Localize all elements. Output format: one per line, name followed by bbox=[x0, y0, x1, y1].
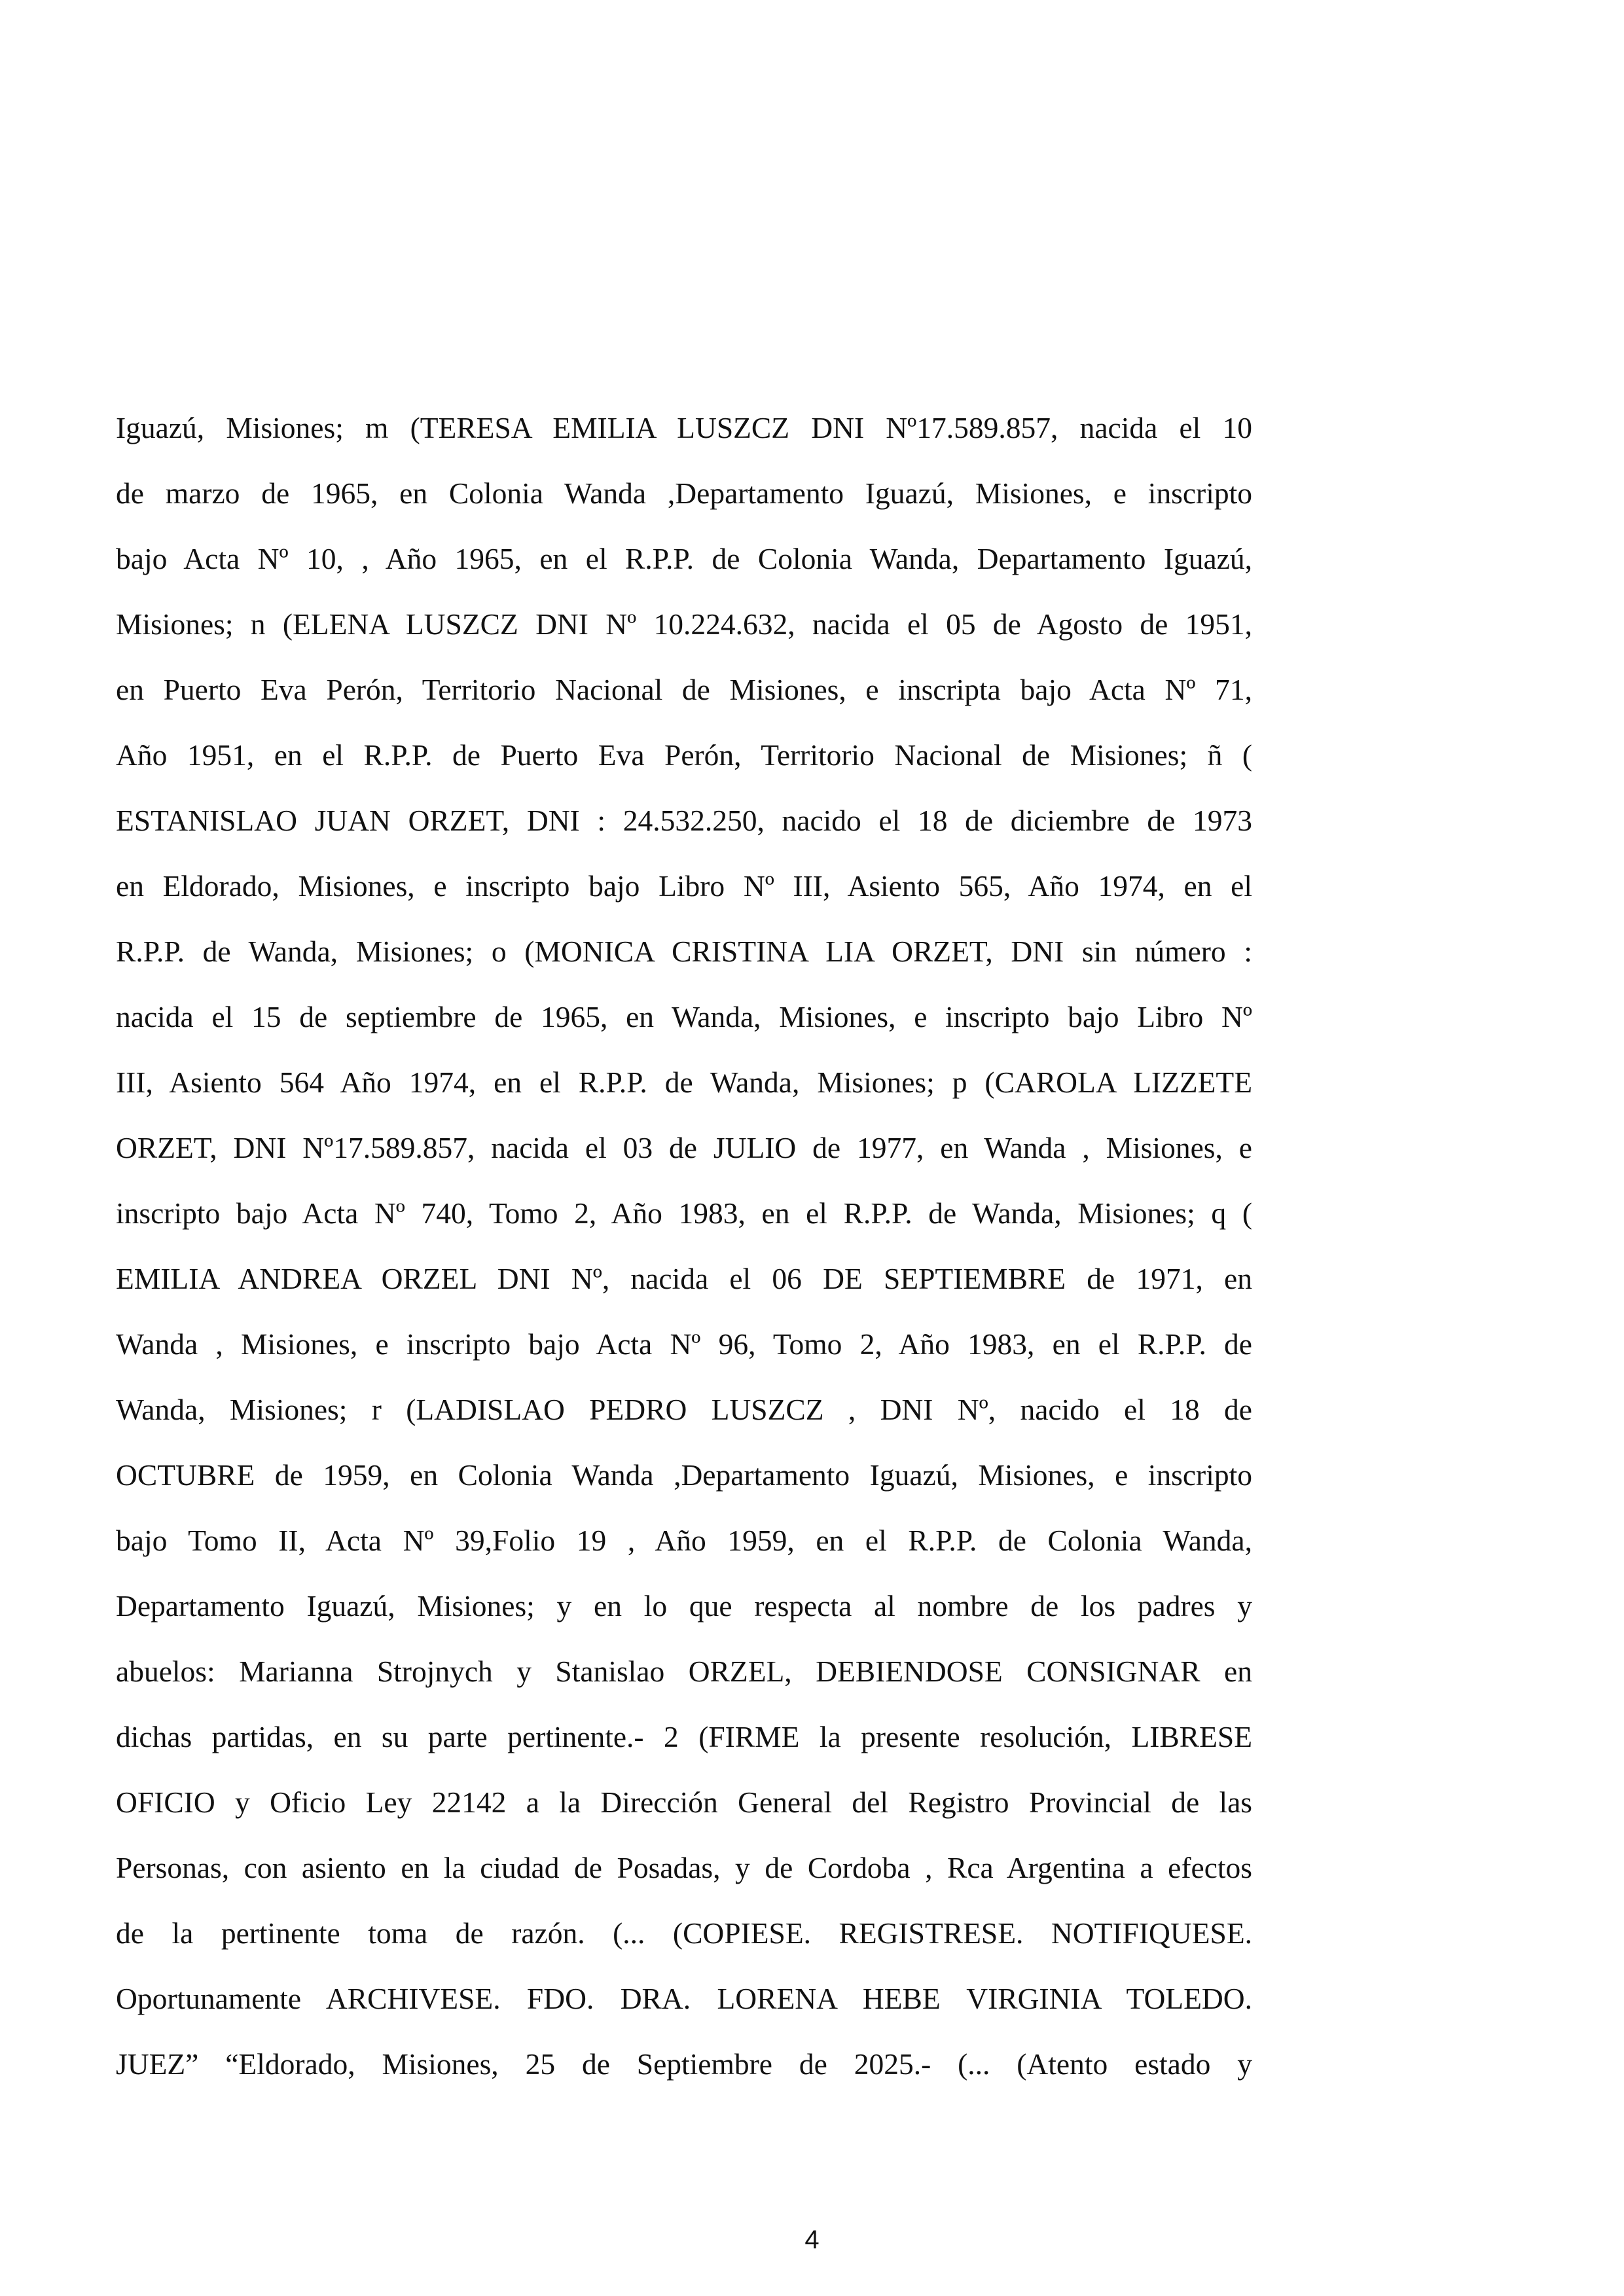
text-line: EMILIA ANDREA ORZEL DNI Nº, nacida el 06 DE SEPTIEMBRE de 1971, en bbox=[116, 1262, 1252, 1295]
text-line: Wanda, Misiones; r (LADISLAO PEDRO LUSZCZ , DNI Nº, nacido el 18 de bbox=[116, 1393, 1252, 1426]
text-line: Misiones; n (ELENA LUSZCZ DNI Nº 10.224.632, nacida el 05 de Agosto de 1951, bbox=[116, 607, 1252, 641]
text-line: de marzo de 1965, en Colonia Wanda ,Departamento Iguazú, Misiones, e inscripto bbox=[116, 476, 1252, 510]
text-line: bajo Acta Nº 10, , Año 1965, en el R.P.P. de Colonia Wanda, Departamento Iguazú, bbox=[116, 542, 1252, 575]
text-line: en Puerto Eva Perón, Territorio Nacional de Misiones, e inscripta bajo Acta Nº 71, bbox=[116, 673, 1252, 706]
text-line: R.P.P. de Wanda, Misiones; o (MONICA CRISTINA LIA ORZET, DNI sin número : bbox=[116, 935, 1252, 968]
text-line: JUEZ” “Eldorado, Misiones, 25 de Septiembre de 2025.- (... (Atento estado y bbox=[116, 2047, 1252, 2081]
text-line: Wanda , Misiones, e inscripto bajo Acta Nº 96, Tomo 2, Año 1983, en el R.P.P. de bbox=[116, 1327, 1252, 1361]
text-line: III, Asiento 564 Año 1974, en el R.P.P. de Wanda, Misiones; p (CAROLA LIZZETE bbox=[116, 1066, 1252, 1099]
text-line: Personas, con asiento en la ciudad de Posadas, y de Cordoba , Rca Argentina a efectos bbox=[116, 1851, 1252, 1884]
text-line: nacida el 15 de septiembre de 1965, en Wanda, Misiones, e inscripto bajo Libro Nº bbox=[116, 1000, 1252, 1033]
text-line: Oportunamente ARCHIVESE. FDO. DRA. LORENA HEBE VIRGINIA TOLEDO. bbox=[116, 1982, 1252, 2015]
document-body bbox=[116, 395, 1252, 2097]
text-line: en Eldorado, Misiones, e inscripto bajo Libro Nº III, Asiento 565, Año 1974, en el bbox=[116, 869, 1252, 903]
text-line: Iguazú, Misiones; m (TERESA EMILIA LUSZCZ DNI Nº17.589.857, nacida el 10 bbox=[116, 411, 1252, 444]
text-line: abuelos: Marianna Strojnych y Stanislao ORZEL, DEBIENDOSE CONSIGNAR en bbox=[116, 1655, 1252, 1688]
text-line: ESTANISLAO JUAN ORZET, DNI : 24.532.250, nacido el 18 de diciembre de 1973 bbox=[116, 804, 1252, 837]
page-number: 4 bbox=[804, 2225, 820, 2254]
text-line: OCTUBRE de 1959, en Colonia Wanda ,Departamento Iguazú, Misiones, e inscripto bbox=[116, 1458, 1252, 1492]
text-line: OFICIO y Oficio Ley 22142 a la Dirección General del Registro Provincial de las bbox=[116, 1785, 1252, 1819]
text-line: Departamento Iguazú, Misiones; y en lo que respecta al nombre de los padres y bbox=[116, 1589, 1252, 1623]
text-line: ORZET, DNI Nº17.589.857, nacida el 03 de JULIO de 1977, en Wanda , Misiones, e bbox=[116, 1131, 1252, 1164]
text-line: dichas partidas, en su parte pertinente.- 2 (FIRME la presente resolución, LIBRESE bbox=[116, 1720, 1252, 1753]
text-line: Año 1951, en el R.P.P. de Puerto Eva Perón, Territorio Nacional de Misiones; ñ ( bbox=[116, 738, 1252, 772]
text-line: de la pertinente toma de razón. (... (COPIESE. REGISTRESE. NOTIFIQUESE. bbox=[116, 1916, 1252, 1950]
text-line: inscripto bajo Acta Nº 740, Tomo 2, Año 1983, en el R.P.P. de Wanda, Misiones; q ( bbox=[116, 1196, 1252, 1230]
text-line: bajo Tomo II, Acta Nº 39,Folio 19 , Año 1959, en el R.P.P. de Colonia Wanda, bbox=[116, 1524, 1252, 1557]
